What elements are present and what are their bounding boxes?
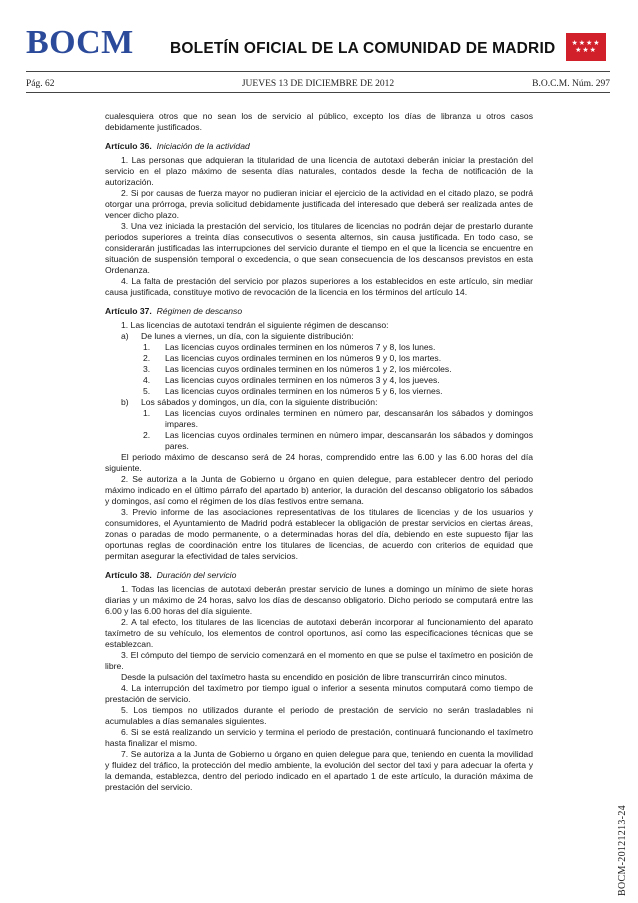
- list-text: Los sábados y domingos, un día, con la siguiente distribución:: [141, 397, 378, 407]
- list-item: [105, 430, 533, 452]
- list-text: Las licencias cuyos ordinales terminen en los números 1 y 2, los miércoles.: [165, 364, 452, 374]
- list-key: 2.: [143, 353, 151, 363]
- bocm-logo: BOCM: [26, 24, 134, 61]
- paragraph: Desde la pulsación del taxímetro hasta su encendido en posición de libre transcurrirán cinco minutos.: [121, 672, 507, 682]
- list-key: 3.: [143, 364, 151, 374]
- paragraph: 2. A tal efecto, los titulares de las licencias de autotaxi deberán incorporar al funcionamiento del aparato taxímetro de su vehículo, los elementos de control oportunos, así como las especificaciones técnicas que se establezcan.: [105, 617, 533, 649]
- list-text: Las licencias cuyos ordinales terminen en los números 3 y 4, los jueves.: [165, 375, 440, 385]
- article-heading: [105, 141, 533, 152]
- paragraph: 1. Las personas que adquieran la titularidad de una licencia de autotaxi deberán iniciar la prestación del servicio en el plazo máximo de sesenta días naturales, contados desde la fecha de notificación de la autorización.: [105, 155, 533, 187]
- list-text: De lunes a viernes, un día, con la siguiente distribución:: [141, 331, 354, 341]
- article-title: Iniciación de la actividad: [156, 141, 250, 151]
- paragraph: 4. La interrupción del taxímetro por tiempo igual o inferior a sesenta minutos computará como tiempo de prestación de servicio.: [105, 683, 533, 704]
- paragraph: 1. Todas las licencias de autotaxi deberán prestar servicio de lunes a domingo un mínimo de siete horas diarias y un máximo de 24 horas, salvo los días de descanso obligatorio. Dicho periodo se computará entre las 6.00 y las 6.00 horas del día siguiente.: [105, 584, 533, 616]
- paragraph: 7. Se autoriza a la Junta de Gobierno u órgano en quien delegue para que, teniendo en cuenta la movilidad y fluidez del tráfico, la protección del medio ambiente, la evolución del sector del taxi y para adecuar la oferta y la demanda, establezca, dentro del periodo indicado en el apartado 1 de este artículo, la duración máxima de prestación del servicio.: [105, 749, 533, 792]
- paragraph: 4. La falta de prestación del servicio por plazos superiores a los establecidos en este artículo, sin mediar causa justificada, constituye motivo de revocación de la licencia en los términos del artículo 14.: [105, 276, 533, 297]
- list-item: [105, 375, 533, 386]
- list-key: 5.: [143, 386, 151, 396]
- flag-stars: ★★★★: [571, 39, 601, 47]
- header-rule-bottom: [26, 92, 610, 93]
- madrid-flag: [566, 33, 606, 61]
- list-text: Las licencias cuyos ordinales terminen en número impar, descansarán los sábados y domingos pares.: [165, 430, 533, 451]
- paragraph: 3. El cómputo del tiempo de servicio comenzará en el momento en que se pulse el taxímetro en posición de libre.: [105, 650, 533, 671]
- paragraph: 6. Si se está realizando un servicio y termina el periodo de prestación, continuará funcionando el taxímetro hasta finalizar el mismo.: [105, 727, 533, 748]
- issue-number: B.O.C.M. Núm. 297: [532, 79, 610, 89]
- header-rule-top: [26, 71, 610, 72]
- paragraph: 1. Las licencias de autotaxi tendrán el siguiente régimen de descanso:: [121, 320, 389, 330]
- document-body: [105, 111, 533, 793]
- list-key: b): [121, 397, 129, 407]
- article-heading: [105, 570, 533, 581]
- bulletin-title: BOLETÍN OFICIAL DE LA COMUNIDAD DE MADRID: [170, 40, 556, 57]
- article-title: Régimen de descanso: [156, 306, 243, 316]
- list-item: [105, 386, 533, 397]
- page-number: Pág. 62: [26, 79, 55, 89]
- article-title: Duración del servicio: [156, 570, 237, 580]
- paragraph: 3. Previo informe de las asociaciones representativas de los titulares de licencias y de los usuarios y consumidores, el Ayuntamiento de Madrid podrá establecer la obligación de prestar servicios en ciertas áreas, zonas o paradas de modo permanente, o a determinadas horas del día, debiendo en este supuesto fijar las oportunas reglas de coordinación entre los titulares de licencias, de acuerdo con criterios de equidad que permitan asegurar la efectividad de tales servicios.: [105, 507, 533, 561]
- article-heading: [105, 306, 533, 317]
- list-item: [105, 397, 533, 408]
- list-key: 2.: [143, 430, 151, 440]
- paragraph: 5. Los tiempos no utilizados durante el periodo de prestación de servicio no serán trasladables ni acumulables a días semanales siguientes.: [105, 705, 533, 726]
- list-item: [105, 331, 533, 342]
- issue-date: JUEVES 13 DE DICIEMBRE DE 2012: [241, 79, 395, 89]
- paragraph: 2. Si por causas de fuerza mayor no pudieran iniciar el ejercicio de la actividad en el citado plazo, se podrá otorgar una prórroga, previa solicitud debidamente justificada del interesado que deberá ser realizada antes de vencer dicho plazo.: [105, 188, 533, 220]
- list-item: [105, 408, 533, 430]
- flag-stars: ★★★: [575, 46, 597, 54]
- list-text: Las licencias cuyos ordinales terminen en los números 9 y 0, los martes.: [165, 353, 442, 363]
- bocm-document-code: BOCM-20121213-24: [617, 805, 628, 896]
- list-key: 1.: [143, 342, 151, 352]
- article-number: Artículo 36.: [105, 141, 152, 151]
- list-text: Las licencias cuyos ordinales terminen en los números 5 y 6, los viernes.: [165, 386, 443, 396]
- list-item: [105, 364, 533, 375]
- paragraph: 3. Una vez iniciada la prestación del servicio, los titulares de licencias no podrán dejar de prestarlo durante periodos superiores a treinta días consecutivos o sesenta alternos, sin causa justificada. En todo caso, se considerarán justificadas las interrupciones del servicio durante el tiempo en el que la licencia se encuentre en situación de suspensión temporal o excedencia, o que sean consecuencia de los descansos previstos en esta Ordenanza.: [105, 221, 533, 275]
- article-number: Artículo 37.: [105, 306, 152, 316]
- list-key: 4.: [143, 375, 151, 385]
- list-text: Las licencias cuyos ordinales terminen en número par, descansarán los sábados y domingos impares.: [165, 408, 533, 429]
- list-item: [105, 342, 533, 353]
- list-text: Las licencias cuyos ordinales terminen en los números 7 y 8, los lunes.: [165, 342, 436, 352]
- list-key: 1.: [143, 408, 151, 418]
- paragraph: 2. Se autoriza a la Junta de Gobierno u órgano en quien delegue, para establecer dentro del periodo máximo indicado en el último párrafo del apartado b) anterior, la duración del descanso obligatorio los sábados y domingos, así como el régimen de los días festivos entre semana.: [105, 474, 533, 506]
- list-item: [105, 353, 533, 364]
- paragraph: El periodo máximo de descanso será de 24 horas, comprendido entre las 6.00 y las 6.00 horas del día siguiente.: [105, 452, 533, 473]
- article-number: Artículo 38.: [105, 570, 152, 580]
- list-key: a): [121, 331, 129, 341]
- intro-paragraph: cualesquiera otros que no sean los de servicio al público, excepto los días de libranza u otros casos debidamente justificados.: [105, 111, 533, 132]
